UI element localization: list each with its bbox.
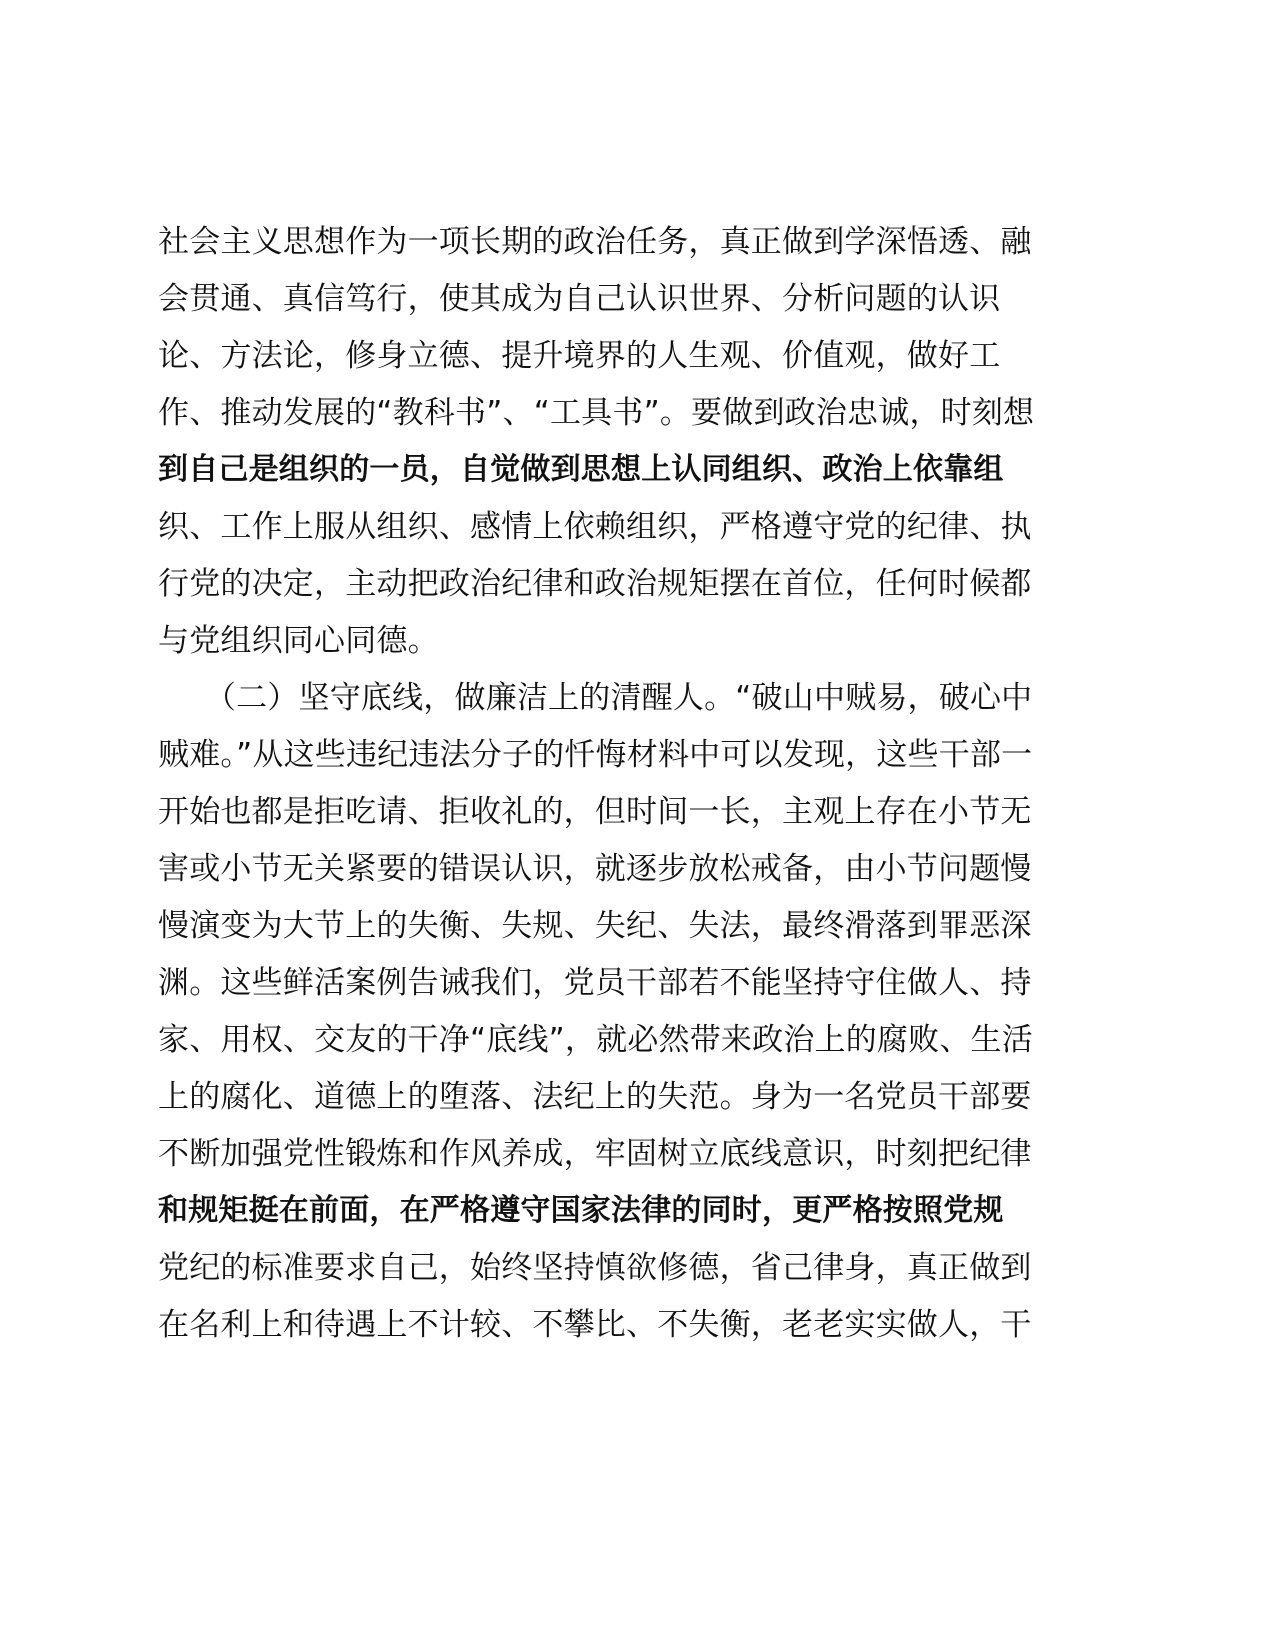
text-line: 论、方法论，修身立德、提升境界的人生观、价值观，做好工 bbox=[158, 338, 1001, 374]
text-line: 贼难。”从这些违纪违法分子的忏悔材料中可以发现，这些干部一 bbox=[158, 737, 1033, 773]
body-text bbox=[158, 220, 1078, 1360]
section-heading-line: （二）坚守底线，做廉洁上的清醒人。“破山中贼易，破心中 bbox=[158, 680, 1033, 716]
text-line: 会贯通、真信笃行，使其成为自己认识世界、分析问题的认识 bbox=[158, 281, 1001, 317]
text-line: 和规矩挺在前面，在严格遵守国家法律的同时，更严格按照党规 bbox=[158, 1193, 1004, 1228]
text-line: 社会主义思想作为一项长期的政治任务，真正做到学深悟透、融 bbox=[158, 224, 1032, 260]
text-line: 行党的决定，主动把政治纪律和政治规矩摆在首位，任何时候都 bbox=[158, 566, 1032, 602]
text-line: 党纪的标准要求自己，始终坚持慎欲修德，省己律身，真正做到 bbox=[158, 1250, 1032, 1286]
text-line: 家、用权、交友的干净“底线”，就必然带来政治上的腐败、生活 bbox=[158, 1022, 1033, 1058]
text-line: 上的腐化、道德上的堕落、法纪上的失范。身为一名党员干部要 bbox=[158, 1079, 1032, 1115]
text-line: 在名利上和待遇上不计较、不攀比、不失衡，老老实实做人，干 bbox=[158, 1307, 1032, 1343]
text-line: 不断加强党性锻炼和作风养成，牢固树立底线意识，时刻把纪律 bbox=[158, 1136, 1032, 1172]
text-line: 害或小节无关紧要的错误认识，就逐步放松戒备，由小节问题慢 bbox=[158, 851, 1032, 887]
text-line: 渊。这些鲜活案例告诫我们，党员干部若不能坚持守住做人、持 bbox=[158, 965, 1032, 1001]
text-line: 织、工作上服从组织、感情上依赖组织，严格遵守党的纪律、执 bbox=[158, 509, 1032, 545]
text-line: 与党组织同心同德。 bbox=[158, 623, 439, 659]
text-line: 慢演变为大节上的失衡、失规、失纪、失法，最终滑落到罪恶深 bbox=[158, 908, 1032, 944]
text-line: 作、推动发展的“教科书”、“工具书”。要做到政治忠诚，时刻想 bbox=[158, 395, 1035, 431]
text-line: 到自己是组织的一员，自觉做到思想上认同组织、政治上依靠组 bbox=[158, 452, 1004, 487]
text-line: 开始也都是拒吃请、拒收礼的，但时间一长，主观上存在小节无 bbox=[158, 794, 1032, 830]
